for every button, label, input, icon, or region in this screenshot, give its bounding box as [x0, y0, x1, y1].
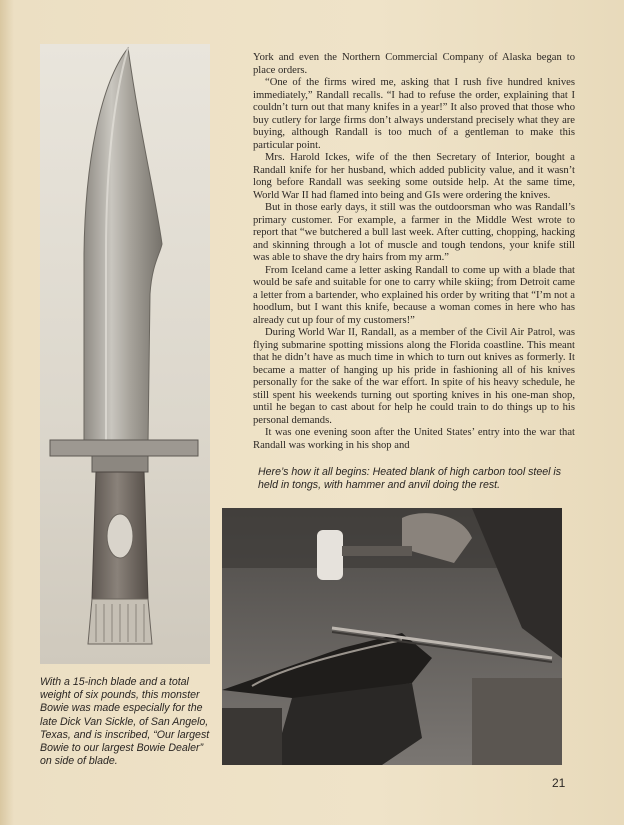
forge-photo-caption: Here’s how it all begins: Heated blank of high carbon tool steel is held in tongs, with hammer and anvil doing the rest.: [258, 466, 562, 492]
forge-photo: [222, 508, 562, 765]
anvil-hammer-illustration: [222, 508, 562, 765]
article-paragraph: York and even the Northern Commercial Company of Alaska began to place orders.: [253, 52, 575, 76]
article-body: [253, 52, 575, 452]
knife-photo-caption: With a 15-inch blade and a total weight of six pounds, this monster Bowie was made especially for the late Dick Van Sickle, of San Angelo, Texas, and is inscribed, “Our largest Bowie to our largest Bowie Dealer” on side of blade.: [40, 676, 210, 768]
page-number: 21: [552, 776, 566, 790]
article-paragraph: “One of the firms wired me, asking that I rush five hundred knives immediately,” Randall recalls. “I had to refuse the order, explaining that I couldn’t turn out that many knifes in a year!” It also proved that those who buy cutlery for large firms don’t always understand precisely what they are buying, although Randall is too much of a gentleman to make this particular point.: [253, 77, 575, 151]
article-paragraph: Mrs. Harold Ickes, wife of the then Secretary of Interior, bought a Randall knife for her husband, which added publicity value, and it wasn’t long before Randall was seeking some outside help. At the same time, World War II had flamed into being and GIs were ordering the knives.: [253, 152, 575, 201]
article-paragraph: During World War II, Randall, as a member of the Civil Air Patrol, was flying submarine spotting missions along the Florida coastline. This meant that he didn’t have as much time in which to turn out knives as formerly. It became a matter of hanging up his pride in fashioning all of his knives personally for the sake of the war effort. In spite of his heavy schedule, he still spent his weekends turning out sporting knives in his one-man shop, until he began to cast about for help he could train to do things up to his personal demands.: [253, 327, 575, 426]
bowie-knife-illustration: [40, 44, 210, 664]
article-paragraph: It was one evening soon after the United States’ entry into the war that Randall was working in his shop and: [253, 427, 575, 451]
article-paragraph: From Iceland came a letter asking Randall to come up with a blade that would be safe and suitable for one to carry while skiing; from Detroit came a letter from a bartender, who explained his order by writing that “I’m not a hoodlum, but I want this knife, because a woman comes in here who has already cut up four of my customers!”: [253, 264, 575, 326]
article-paragraph: But in those early days, it still was the outdoorsman who was Randall’s primary customer. For example, a farmer in the Middle West wrote to report that “we butchered a bull last week. After cutting, chopping, hacking and skinning through a lot of muscle and tough tendons, your knife still was able to shave the dry hairs from my arm.”: [253, 202, 575, 263]
bowie-knife-photo: [40, 44, 210, 664]
